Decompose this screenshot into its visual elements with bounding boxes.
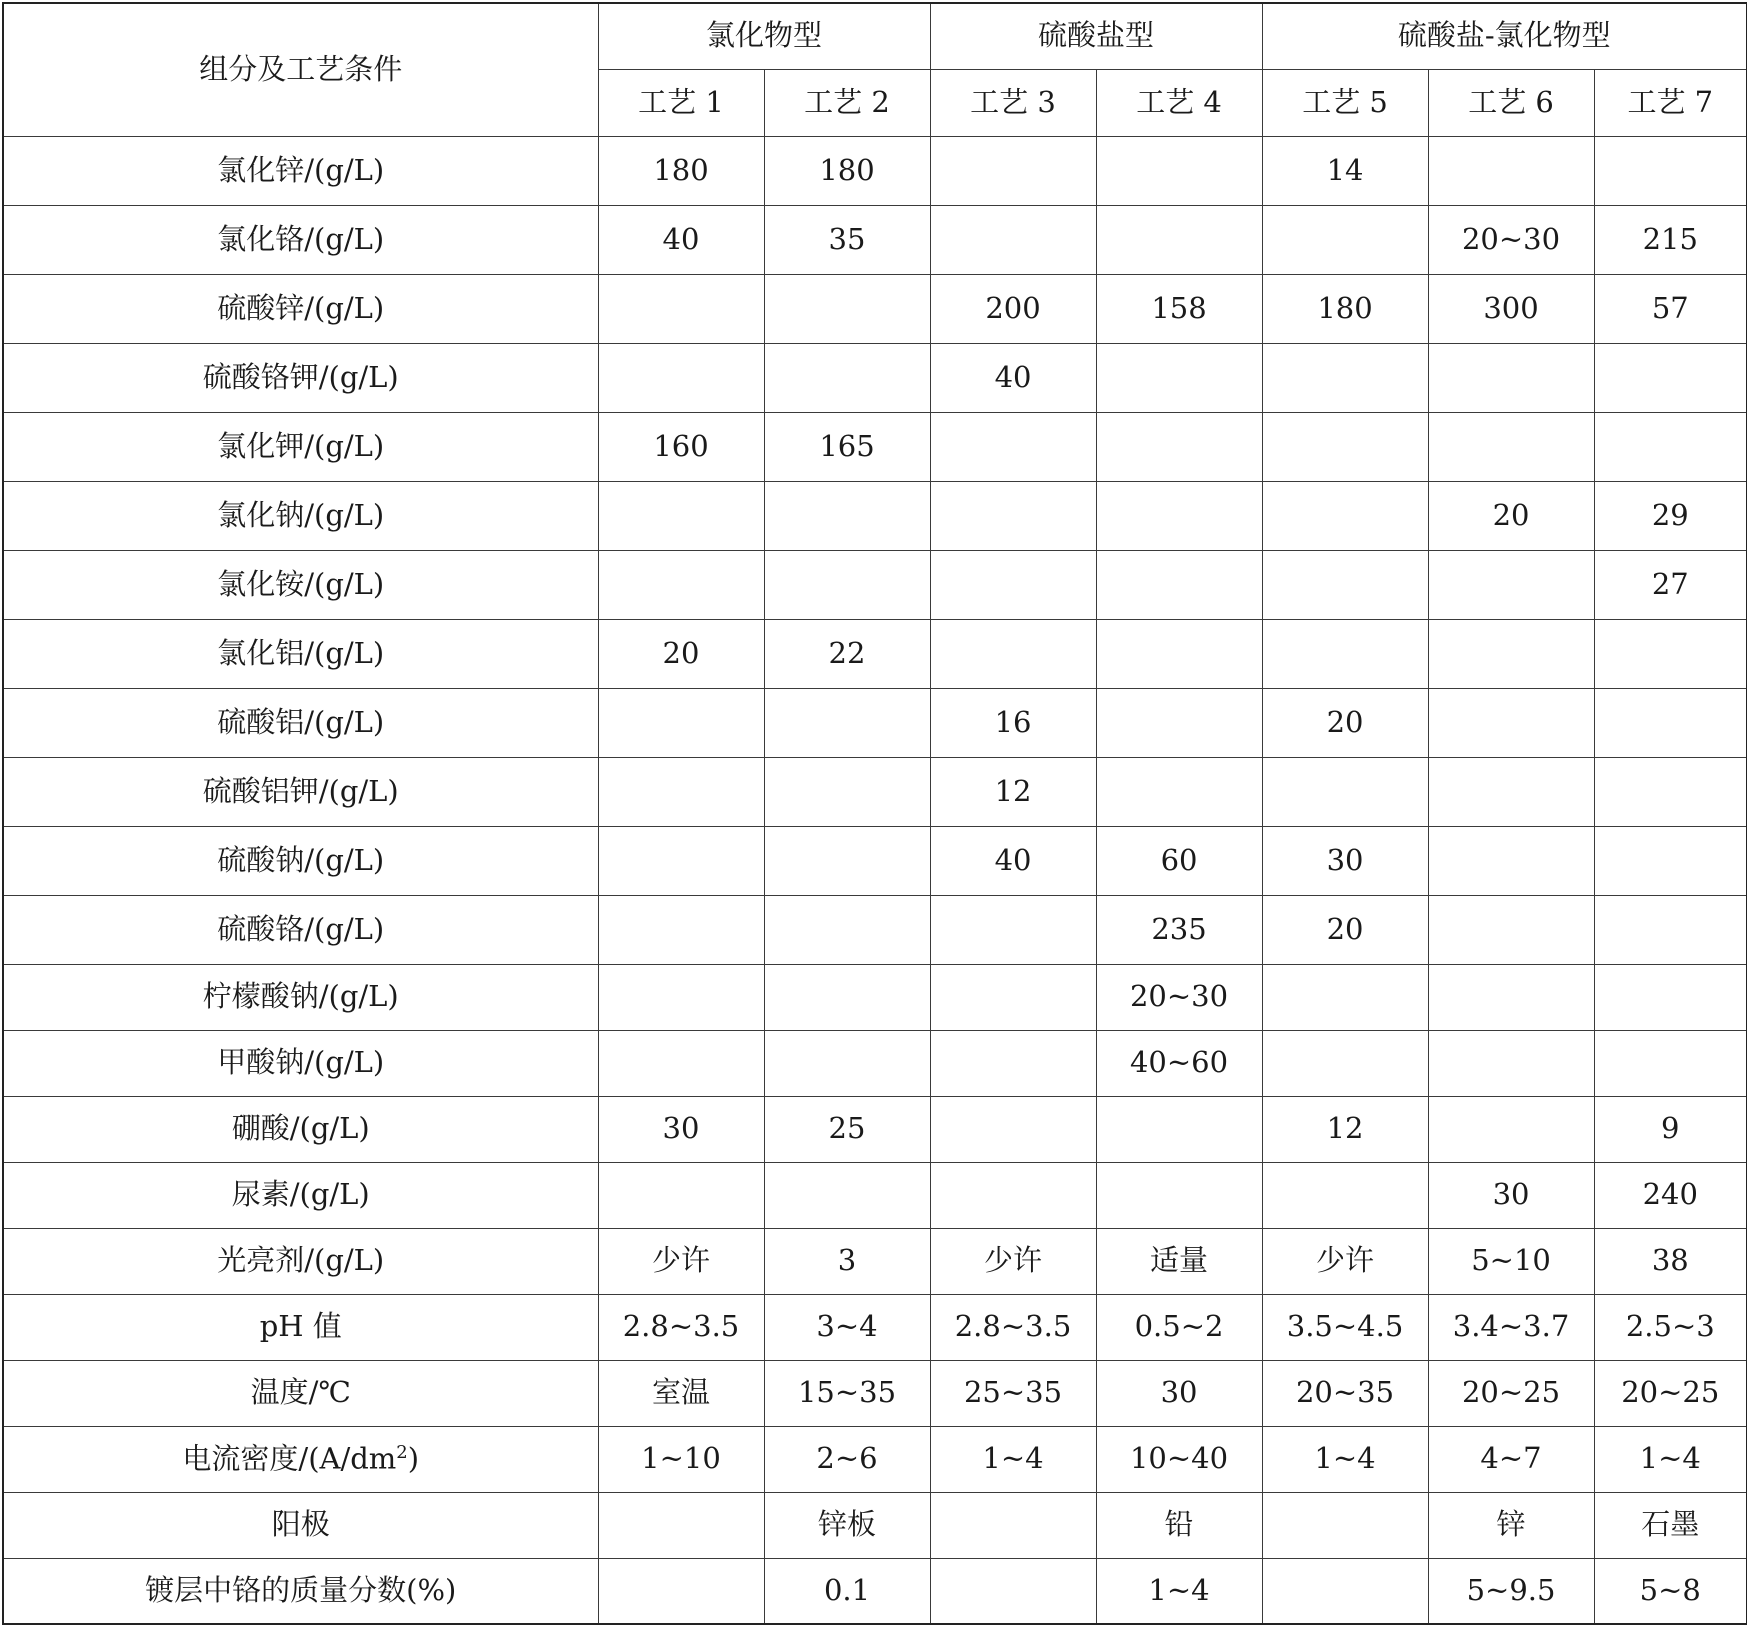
value-cell	[1096, 1096, 1262, 1162]
value-cell: 30	[1428, 1162, 1594, 1228]
value-cell	[1594, 619, 1747, 688]
value-cell	[764, 1162, 930, 1228]
value-cell	[764, 826, 930, 895]
row-label-cell: 镀层中铬的质量分数(%)	[3, 1558, 598, 1624]
value-cell	[1262, 757, 1428, 826]
value-cell	[598, 1162, 764, 1228]
row-label-cell: 电流密度$/(A/dm^2)$	[3, 1426, 598, 1492]
value-cell: 20	[1428, 481, 1594, 550]
table-row	[3, 964, 1747, 1030]
value-cell	[1262, 619, 1428, 688]
table-row	[3, 205, 1747, 274]
table-row	[3, 274, 1747, 343]
value-cell	[1262, 964, 1428, 1030]
value-cell	[930, 1096, 1096, 1162]
value-cell: 2.8~3.5	[930, 1294, 1096, 1360]
value-cell: 1~4	[1096, 1558, 1262, 1624]
table-row	[3, 1558, 1747, 1624]
table-row	[3, 1162, 1747, 1228]
plating-process-table	[2, 2, 1747, 1625]
value-cell: 180	[1262, 274, 1428, 343]
value-cell: 0.1	[764, 1558, 930, 1624]
value-cell: 180	[598, 136, 764, 205]
table-row	[3, 1360, 1747, 1426]
value-cell	[764, 343, 930, 412]
table-row	[3, 1492, 1747, 1558]
value-cell: 235	[1096, 895, 1262, 964]
value-cell	[1594, 688, 1747, 757]
value-cell: 30	[598, 1096, 764, 1162]
value-cell	[1096, 412, 1262, 481]
value-cell	[1262, 550, 1428, 619]
value-cell	[598, 757, 764, 826]
value-cell: 20~30	[1096, 964, 1262, 1030]
value-cell: 20	[1262, 895, 1428, 964]
value-cell	[1594, 826, 1747, 895]
value-cell: 少许	[930, 1228, 1096, 1294]
value-cell	[1428, 1030, 1594, 1096]
table-row	[3, 481, 1747, 550]
value-cell: 1~4	[1594, 1426, 1747, 1492]
value-cell: 20~25	[1428, 1360, 1594, 1426]
value-cell	[930, 1492, 1096, 1558]
group-header-cell: 硫酸盐型	[930, 3, 1262, 69]
value-cell: 0.5~2	[1096, 1294, 1262, 1360]
value-cell	[1096, 136, 1262, 205]
value-cell	[1262, 412, 1428, 481]
value-cell: 3.4~3.7	[1428, 1294, 1594, 1360]
row-label-cell: 氯化钠/(g/L)	[3, 481, 598, 550]
value-cell: 10~40	[1096, 1426, 1262, 1492]
value-cell: 27	[1594, 550, 1747, 619]
value-cell: 14	[1262, 136, 1428, 205]
value-cell	[1594, 895, 1747, 964]
group-header-cell: 硫酸盐-氯化物型	[1262, 3, 1747, 69]
value-cell	[930, 1558, 1096, 1624]
value-cell	[764, 550, 930, 619]
value-cell	[764, 757, 930, 826]
row-label-cell: 氯化铝/(g/L)	[3, 619, 598, 688]
table-row	[3, 895, 1747, 964]
row-label-cell: 硫酸铝钾/(g/L)	[3, 757, 598, 826]
value-cell: 15~35	[764, 1360, 930, 1426]
value-cell: 20~35	[1262, 1360, 1428, 1426]
value-cell: 9	[1594, 1096, 1747, 1162]
value-cell: 38	[1594, 1228, 1747, 1294]
value-cell: 158	[1096, 274, 1262, 343]
table-row	[3, 1294, 1747, 1360]
value-cell	[1096, 688, 1262, 757]
value-cell: 40~60	[1096, 1030, 1262, 1096]
value-cell	[1428, 964, 1594, 1030]
value-cell: 25~35	[930, 1360, 1096, 1426]
value-cell	[1428, 688, 1594, 757]
row-label-cell: pH 值	[3, 1294, 598, 1360]
value-cell	[1428, 619, 1594, 688]
value-cell: 200	[930, 274, 1096, 343]
process-header-cell: 工艺 4	[1096, 69, 1262, 136]
value-cell	[764, 481, 930, 550]
value-cell: 20	[1262, 688, 1428, 757]
value-cell: 石墨	[1594, 1492, 1747, 1558]
value-cell: 少许	[1262, 1228, 1428, 1294]
value-cell	[1262, 1492, 1428, 1558]
value-cell: 2.8~3.5	[598, 1294, 764, 1360]
value-cell	[1428, 136, 1594, 205]
row-label-cell: 硫酸铝/(g/L)	[3, 688, 598, 757]
value-cell: 40	[598, 205, 764, 274]
process-header-cell: 工艺 2	[764, 69, 930, 136]
value-cell: 20~30	[1428, 205, 1594, 274]
value-cell	[930, 964, 1096, 1030]
value-cell	[1262, 205, 1428, 274]
value-cell: 少许	[598, 1228, 764, 1294]
header-row-groups	[3, 3, 1747, 69]
value-cell: 22	[764, 619, 930, 688]
value-cell: 20	[598, 619, 764, 688]
value-cell: 锌板	[764, 1492, 930, 1558]
value-cell: 3~4	[764, 1294, 930, 1360]
row-label-cell: 氯化铬/(g/L)	[3, 205, 598, 274]
table-row	[3, 412, 1747, 481]
value-cell: 12	[930, 757, 1096, 826]
value-cell	[1428, 1096, 1594, 1162]
value-cell	[764, 895, 930, 964]
process-header-cell: 工艺 7	[1594, 69, 1747, 136]
value-cell	[1594, 964, 1747, 1030]
value-cell: 1~4	[1262, 1426, 1428, 1492]
value-cell	[598, 481, 764, 550]
value-cell	[1096, 619, 1262, 688]
value-cell: 3.5~4.5	[1262, 1294, 1428, 1360]
row-label-cell: 柠檬酸钠/(g/L)	[3, 964, 598, 1030]
value-cell: 2.5~3	[1594, 1294, 1747, 1360]
value-cell	[930, 895, 1096, 964]
value-cell	[930, 412, 1096, 481]
value-cell: 5~9.5	[1428, 1558, 1594, 1624]
value-cell	[764, 688, 930, 757]
value-cell: 29	[1594, 481, 1747, 550]
value-cell: 适量	[1096, 1228, 1262, 1294]
value-cell	[930, 619, 1096, 688]
value-cell	[598, 274, 764, 343]
process-header-cell: 工艺 1	[598, 69, 764, 136]
value-cell: 215	[1594, 205, 1747, 274]
value-cell	[598, 1558, 764, 1624]
value-cell: 5~8	[1594, 1558, 1747, 1624]
table-row	[3, 619, 1747, 688]
row-label-cell: 硼酸/(g/L)	[3, 1096, 598, 1162]
value-cell	[1594, 1030, 1747, 1096]
value-cell	[1428, 550, 1594, 619]
superscript-2: 2	[396, 1441, 408, 1463]
value-cell	[598, 688, 764, 757]
value-cell	[1594, 412, 1747, 481]
value-cell	[930, 481, 1096, 550]
value-cell: 180	[764, 136, 930, 205]
value-cell: 5~10	[1428, 1228, 1594, 1294]
value-cell	[598, 826, 764, 895]
value-cell: 4~7	[1428, 1426, 1594, 1492]
value-cell: 240	[1594, 1162, 1747, 1228]
value-cell: 12	[1262, 1096, 1428, 1162]
row-label-cell: 氯化铵/(g/L)	[3, 550, 598, 619]
value-cell: 160	[598, 412, 764, 481]
value-cell: 室温	[598, 1360, 764, 1426]
value-cell: 2~6	[764, 1426, 930, 1492]
value-cell	[764, 1030, 930, 1096]
table-row	[3, 1030, 1747, 1096]
corner-header-cell: 组分及工艺条件	[3, 3, 598, 136]
value-cell: 25	[764, 1096, 930, 1162]
row-label-cell: 硫酸锌/(g/L)	[3, 274, 598, 343]
value-cell: 铅	[1096, 1492, 1262, 1558]
value-cell	[1428, 826, 1594, 895]
value-cell	[598, 1030, 764, 1096]
value-cell	[1262, 481, 1428, 550]
value-cell	[1428, 343, 1594, 412]
value-cell	[598, 343, 764, 412]
row-label-cell: 阳极	[3, 1492, 598, 1558]
value-cell: 3	[764, 1228, 930, 1294]
row-label-cell: 尿素/(g/L)	[3, 1162, 598, 1228]
value-cell	[764, 964, 930, 1030]
value-cell	[598, 1492, 764, 1558]
value-cell	[1594, 343, 1747, 412]
value-cell	[1594, 136, 1747, 205]
value-cell: 40	[930, 826, 1096, 895]
value-cell: 300	[1428, 274, 1594, 343]
table-row	[3, 550, 1747, 619]
row-label-cell: 光亮剂/(g/L)	[3, 1228, 598, 1294]
row-label-cell: 硫酸铬钾/(g/L)	[3, 343, 598, 412]
value-cell	[930, 550, 1096, 619]
value-cell	[1096, 550, 1262, 619]
value-cell	[1262, 1162, 1428, 1228]
table-row	[3, 826, 1747, 895]
table-row	[3, 136, 1747, 205]
value-cell	[764, 274, 930, 343]
value-cell: 16	[930, 688, 1096, 757]
value-cell	[930, 205, 1096, 274]
table-row	[3, 1228, 1747, 1294]
table-row	[3, 1426, 1747, 1492]
value-cell	[1262, 343, 1428, 412]
value-cell	[1428, 757, 1594, 826]
value-cell	[1096, 205, 1262, 274]
table-row	[3, 757, 1747, 826]
row-label-cell: 氯化钾/(g/L)	[3, 412, 598, 481]
value-cell: 165	[764, 412, 930, 481]
table-row	[3, 1096, 1747, 1162]
row-label-cell: 氯化锌/(g/L)	[3, 136, 598, 205]
value-cell: 57	[1594, 274, 1747, 343]
value-cell	[1262, 1030, 1428, 1096]
value-cell: 30	[1262, 826, 1428, 895]
value-cell	[1428, 895, 1594, 964]
value-cell	[1096, 1162, 1262, 1228]
value-cell: 20~25	[1594, 1360, 1747, 1426]
row-label-cell: 硫酸铬/(g/L)	[3, 895, 598, 964]
value-cell	[598, 895, 764, 964]
value-cell: 60	[1096, 826, 1262, 895]
value-cell	[598, 964, 764, 1030]
value-cell: 1~4	[930, 1426, 1096, 1492]
row-label-cell: 硫酸钠/(g/L)	[3, 826, 598, 895]
value-cell: 锌	[1428, 1492, 1594, 1558]
group-header-cell: 氯化物型	[598, 3, 930, 69]
process-header-cell: 工艺 6	[1428, 69, 1594, 136]
value-cell	[1594, 757, 1747, 826]
value-cell: 40	[930, 343, 1096, 412]
value-cell	[598, 550, 764, 619]
value-cell	[1428, 412, 1594, 481]
value-cell	[930, 1030, 1096, 1096]
row-label-cell: 甲酸钠/(g/L)	[3, 1030, 598, 1096]
value-cell	[1096, 757, 1262, 826]
value-cell	[1262, 1558, 1428, 1624]
value-cell	[1096, 343, 1262, 412]
value-cell	[930, 1162, 1096, 1228]
process-header-cell: 工艺 3	[930, 69, 1096, 136]
value-cell	[1096, 481, 1262, 550]
table-row	[3, 688, 1747, 757]
value-cell: 30	[1096, 1360, 1262, 1426]
row-label-cell: 温度/℃	[3, 1360, 598, 1426]
value-cell	[930, 136, 1096, 205]
value-cell: 1~10	[598, 1426, 764, 1492]
value-cell: 35	[764, 205, 930, 274]
process-header-cell: 工艺 5	[1262, 69, 1428, 136]
table-row	[3, 343, 1747, 412]
